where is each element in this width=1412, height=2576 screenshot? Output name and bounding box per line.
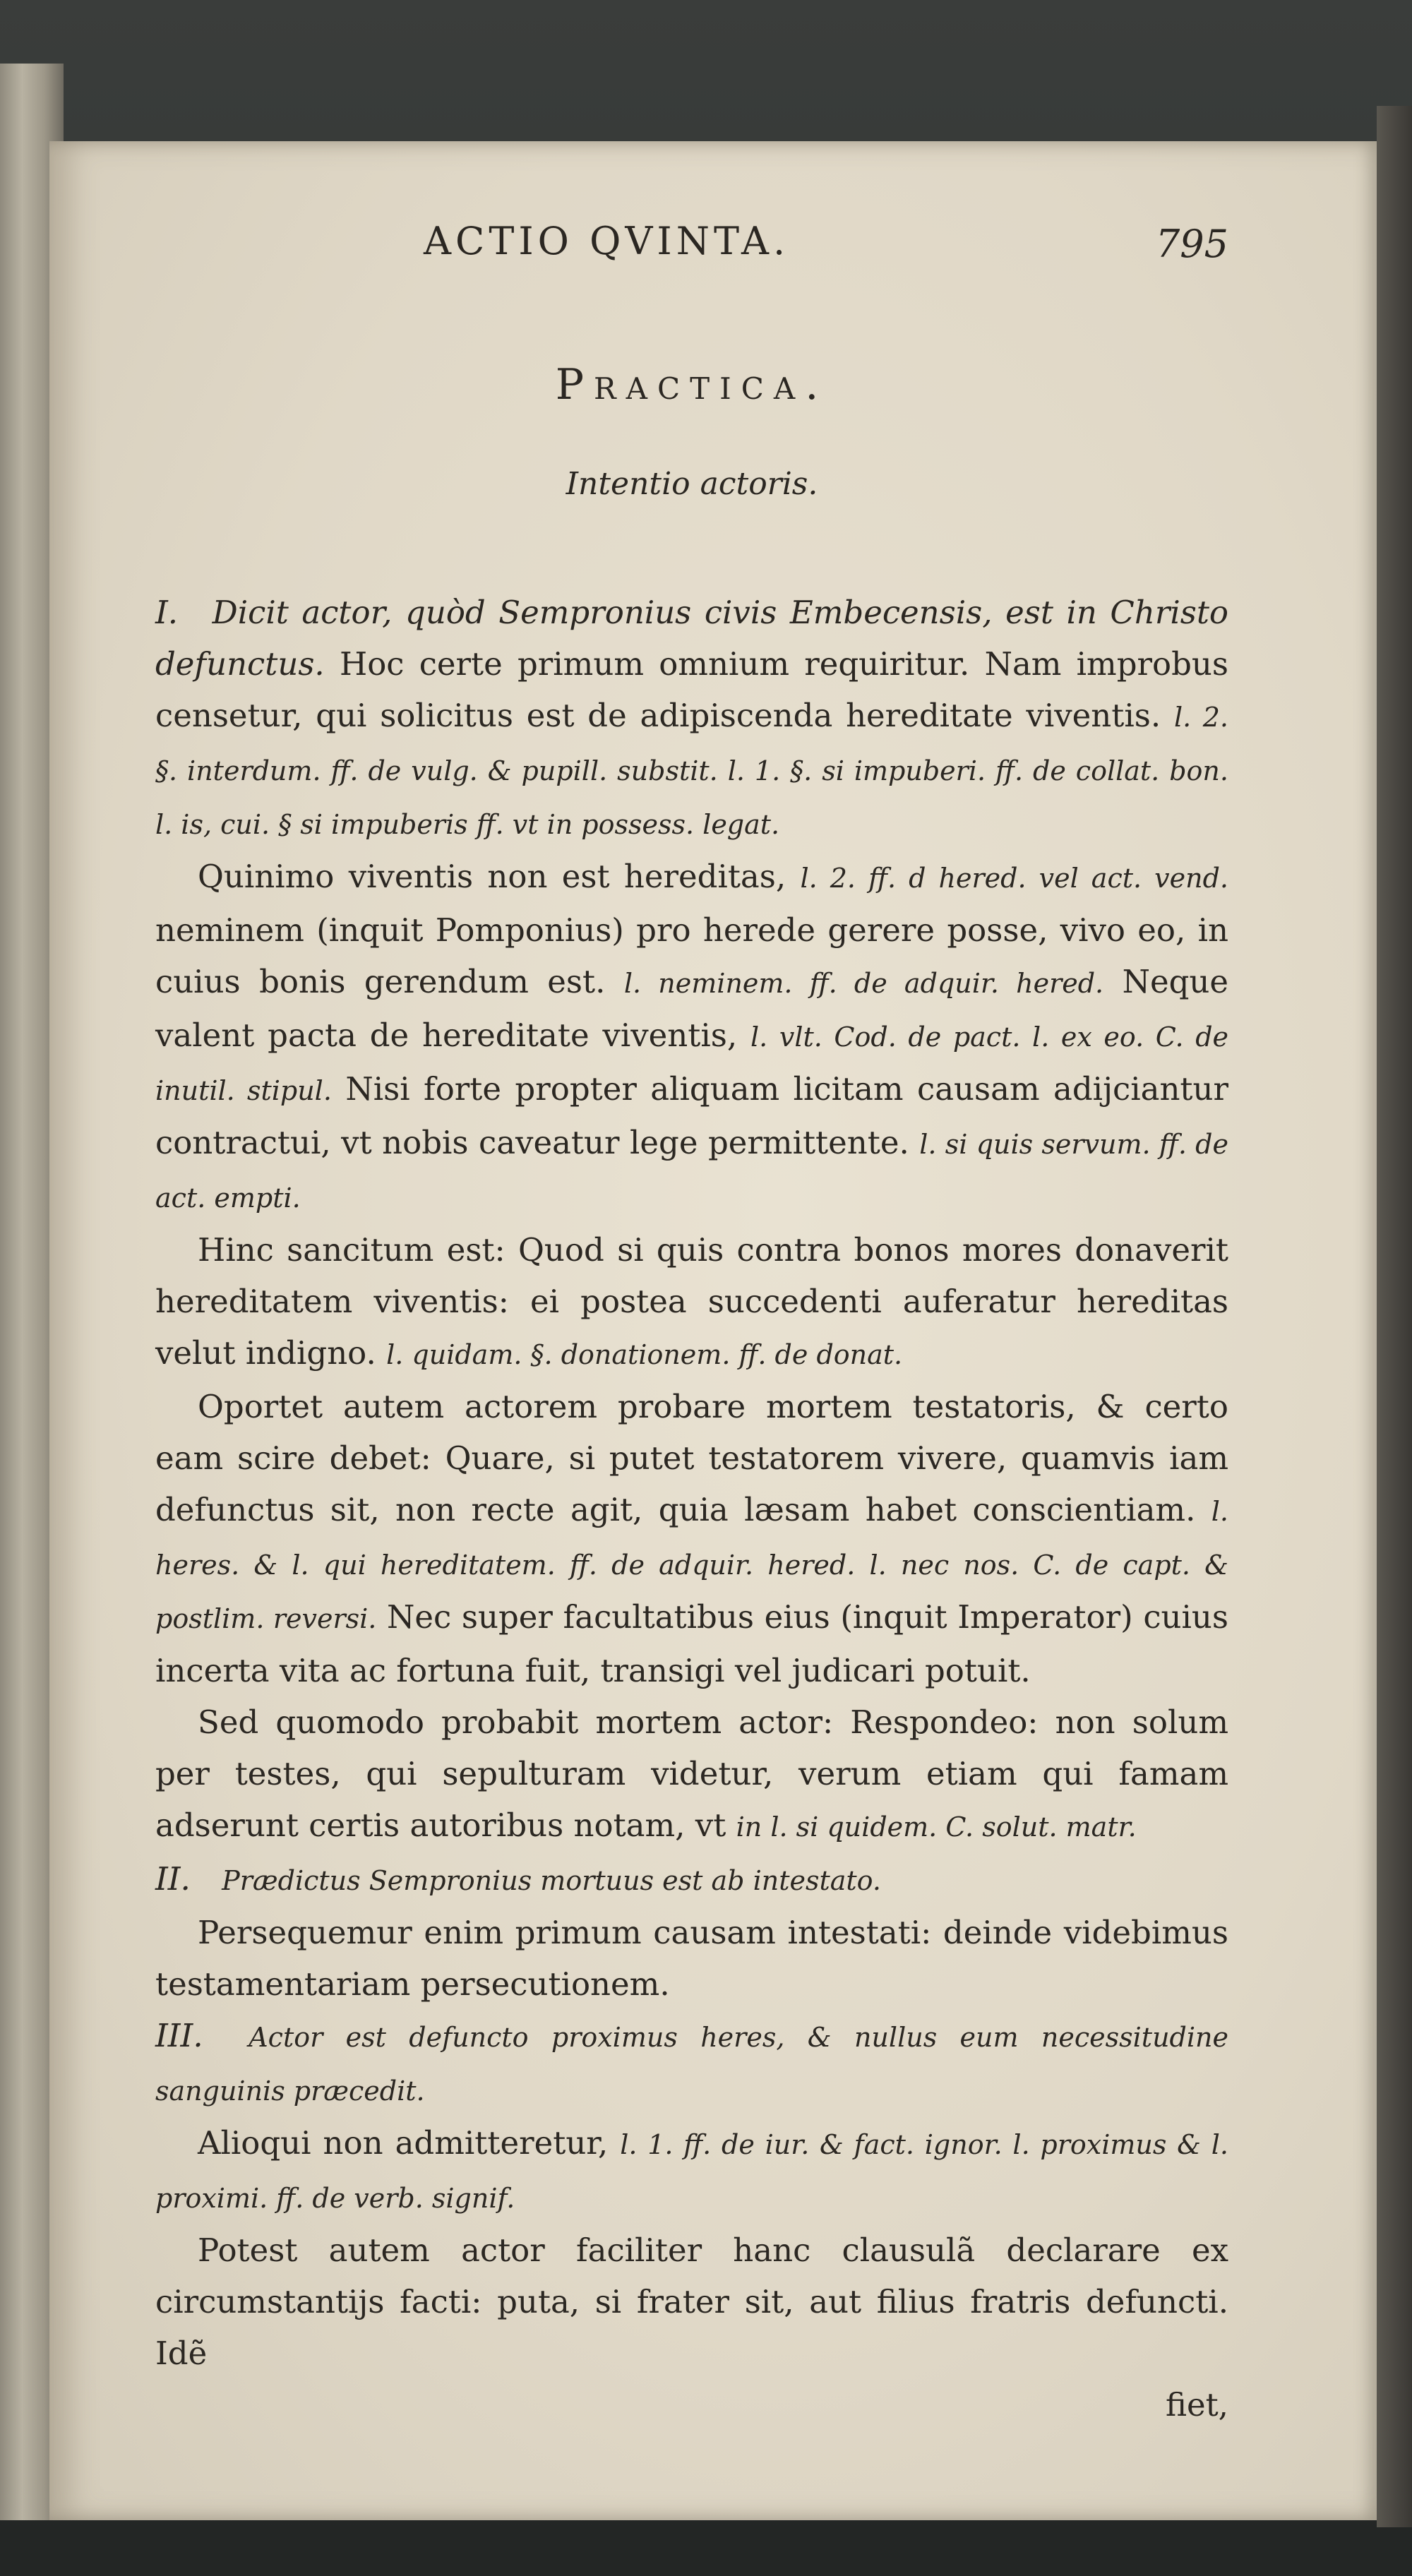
paragraph-8 [155, 2010, 1228, 2117]
legal-citation: in l. si quidem. C. solut. matr. [736, 1811, 1137, 1843]
commentary-text: Persequemur enim primum causam intestati: deinde videbimus testamentariam persecutionem. [155, 1914, 1228, 2003]
commentary-text: Oportet autem actorem probare mortem testatoris, & certo eam scire debet: Quare, si putet testatorem vivere, quamvis iam defunctus sit, non recte agit, quia læsam habet conscientiam. [155, 1388, 1228, 1528]
commentary-text: Hoc certe primum omnium requiritur. Nam improbus censetur, qui solicitus est de adipiscenda hereditate viventis. [155, 645, 1229, 734]
book-edge-right [1377, 106, 1412, 2527]
article-number: II. [155, 1860, 191, 1898]
page-number: 795 [1155, 222, 1228, 266]
subheading: Intentio actoris. [566, 466, 818, 502]
running-title: ACTIO QVINTA. [424, 219, 790, 263]
legal-citation: l. 2. ff. d hered. vel act. vend. [800, 863, 1228, 894]
paragraph-9 [155, 2117, 1228, 2224]
legal-citation: l. heres. & l. qui hereditatem. ff. de adquir. hered. l. nec nos. C. de capt. & postlim. reversi. [155, 1496, 1228, 1634]
commentary-text: Potest autem actor faciliter hanc clausulã declarare ex circumstantijs facti: puta, si frater sit, aut filius fratris defuncti. Idẽ [155, 2231, 1228, 2372]
catchword: fiet, [1165, 2386, 1228, 2424]
article-statement: Actor est defuncto proximus heres, & nullus eum necessitudine sanguinis præcedit. [155, 2022, 1228, 2107]
commentary-text: Nisi forte propter aliquam licitam causam adijciantur contractui, vt nobis caveatur lege permittente. [155, 1070, 1229, 1161]
paragraph-1 [155, 587, 1228, 851]
legal-citation: l. 1. ff. de iur. & fact. ignor. l. proximus & l. proximi. ff. de verb. signif. [155, 2129, 1228, 2214]
paragraph-10 [155, 2224, 1228, 2379]
paragraph-5 [155, 1696, 1228, 1853]
legal-citation: l. neminem. ff. de adquir. hered. [623, 968, 1104, 999]
legal-citation: l. vlt. Cod. de pact. l. ex eo. C. de inutil. stipul. [155, 1022, 1229, 1106]
section-heading: Practica. [555, 360, 829, 409]
commentary-text: neminem (inquit Pomponius) pro herede gerere posse, vivo eo, in cuius bonis gerendum est. [155, 911, 1228, 1000]
commentary-text: Hinc sancitum est: Quod si quis contra bonos mores donaverit hereditatem viventis: ei postea succedenti auferatur hereditas velut indigno. [155, 1231, 1228, 1372]
page-content [155, 212, 1228, 2431]
body-text [155, 587, 1228, 2431]
book-page [49, 141, 1377, 2520]
commentary-text: Quinimo viventis non est hereditas, [198, 858, 786, 895]
article-number: I. [155, 594, 179, 631]
paragraph-2 [155, 851, 1228, 1224]
paragraph-3 [155, 1224, 1228, 1381]
paragraph-7 [155, 1907, 1228, 2010]
article-number: III. [155, 2017, 203, 2054]
commentary-text: Sed quomodo probabit mortem actor: Respondeo: non solum per testes, qui sepulturam videtur, verum etiam qui famam adserunt certis autoribus notam, vt [155, 1703, 1228, 1844]
article-statement: Dicit actor, quòd Sempronius civis Embecensis, est in Christo defunctus. [155, 594, 1229, 683]
legal-citation: l. si quis servum. ff. de act. empti. [155, 1129, 1228, 1214]
legal-citation: l. quidam. §. donationem. ff. de donat. [386, 1339, 903, 1370]
commentary-text: Nec super facultatibus eius (inquit Imperator) cuius incerta vita ac fortuna fuit, transigi vel judicari potuit. [155, 1598, 1228, 1689]
paragraph-6 [155, 1853, 1228, 1907]
running-head [155, 212, 1228, 275]
commentary-text: Neque valent pacta de hereditate viventis, [155, 963, 1229, 1054]
legal-citation: l. 2. §. interdum. ff. de vulg. & pupill. substit. l. 1. §. si impuberi. ff. de collat. bon. l. is, cui. § si impuberis ff. vt in possess. legat. [155, 702, 1228, 840]
commentary-text: Alioqui non admitteretur, [198, 2124, 609, 2162]
article-statement: Prædictus Sempronius mortuus est ab intestato. [222, 1865, 881, 1896]
paragraph-4 [155, 1381, 1228, 1696]
